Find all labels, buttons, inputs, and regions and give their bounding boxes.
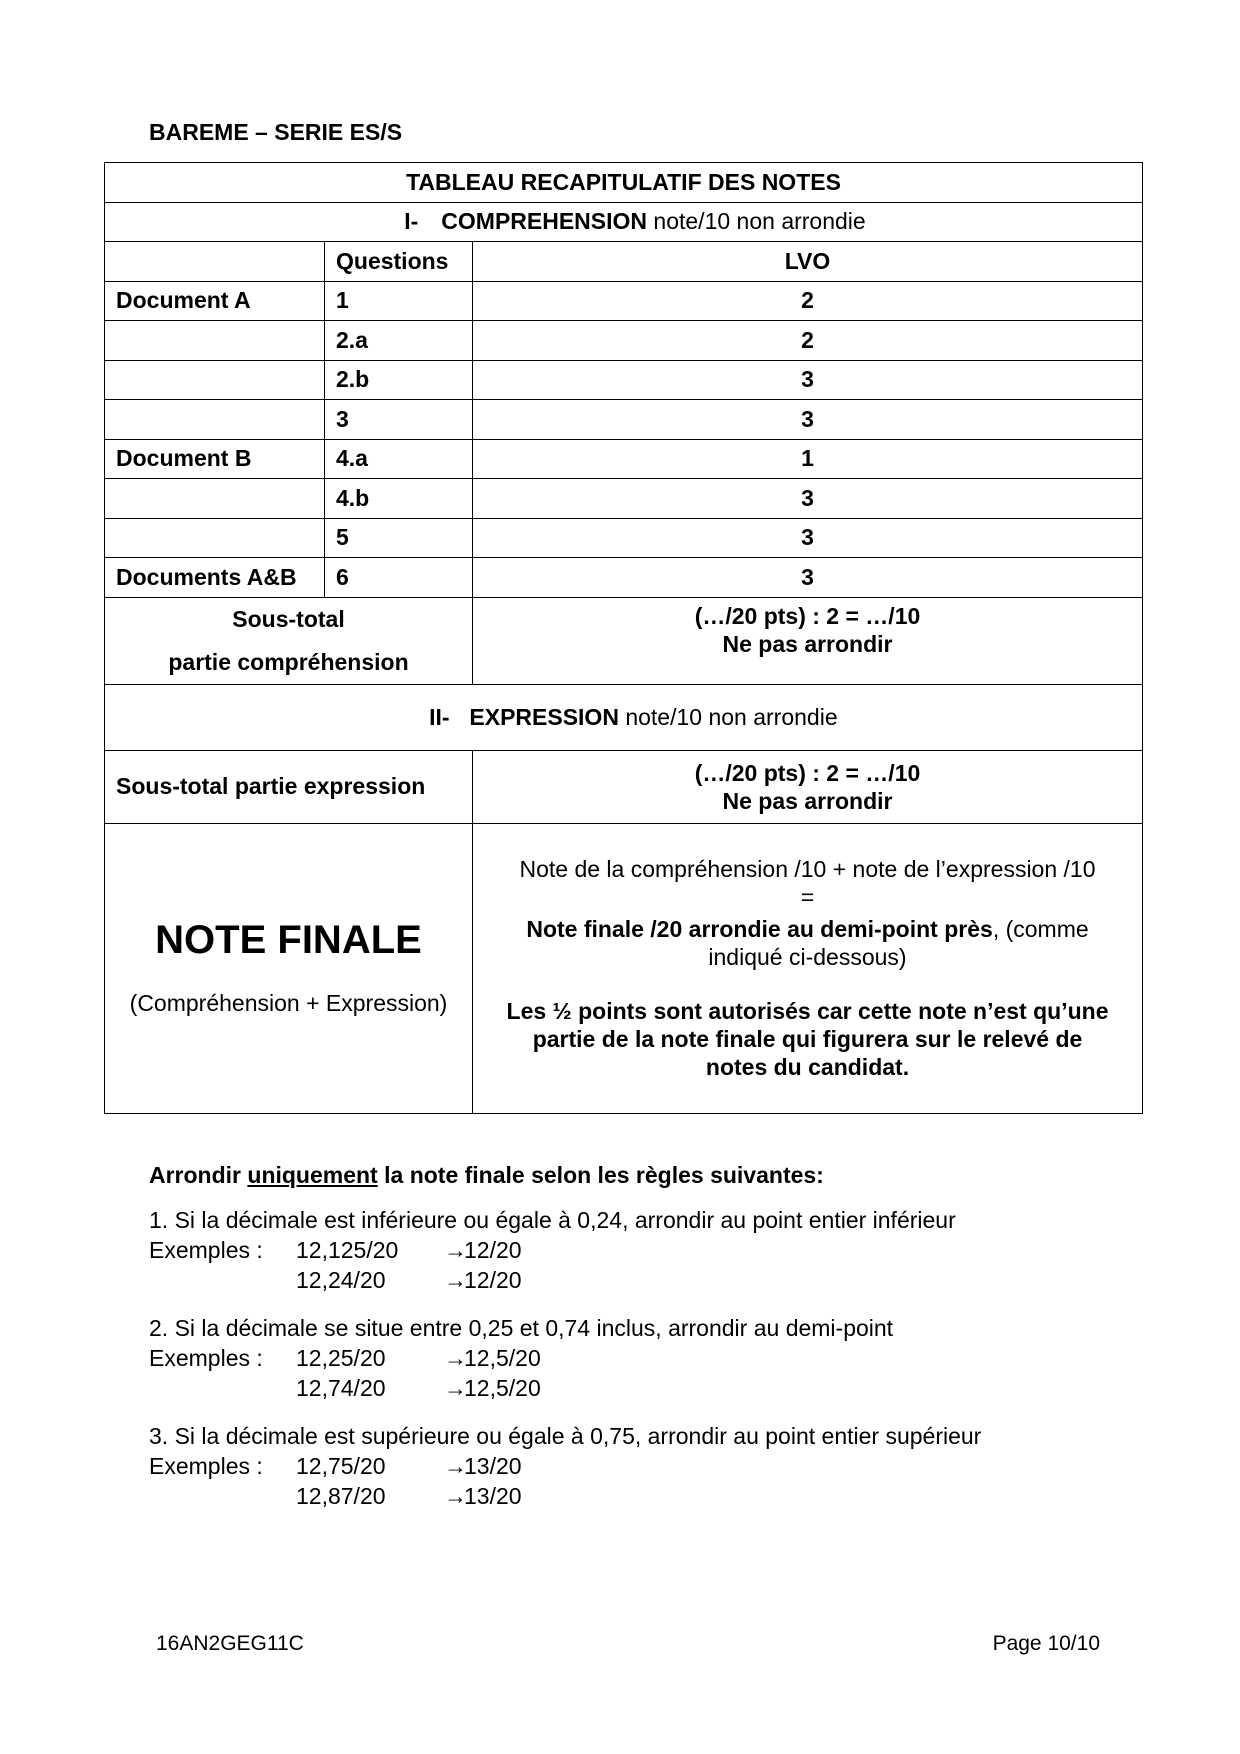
final-result-bold: Note finale /20 arrondie au demi-point près [526,916,993,942]
table-row [105,321,1143,361]
row-question: 6 [325,558,473,598]
rules-title-start: Arrondir [149,1162,248,1188]
example-from: 12,25/20 [296,1345,386,1371]
column-header-lvo: LVO [473,242,1143,282]
row-document: Document B [105,439,325,479]
example-from: 12,125/20 [296,1237,399,1263]
section-subtitle: note/10 non arrondie [618,703,838,730]
examples-label: Exemples : [149,1345,263,1371]
final-equals: = [800,884,815,910]
rule-text: 2. Si la décimale se situe entre 0,25 et 0,74 inclus, arrondir au demi-point [149,1315,894,1341]
row-lvo-points: 3 [473,400,1143,440]
example-row [149,1265,981,1295]
subtotal-formula: (…/20 pts) : 2 = …/10 [694,602,921,629]
row-document: Documents A&B [105,558,325,598]
row-question: 1 [325,281,473,321]
final-grade-subtitle: (Compréhension + Expression) [129,989,448,1016]
table-row [105,400,1143,440]
rule-text: 3. Si la décimale est supérieure ou égale à 0,75, arrondir au point entier supérieur [149,1423,982,1449]
row-lvo-points: 3 [473,558,1143,598]
final-grade-title: NOTE FINALE [155,917,422,962]
column-header-questions: Questions [325,242,473,282]
section-title: COMPREHENSION [441,208,648,235]
arrow-icon: → [444,1453,467,1479]
section-number: II- [429,703,450,730]
example-row [149,1373,981,1403]
arrow-icon: → [444,1345,467,1371]
rule-text: 1. Si la décimale est inférieure ou égale à 0,24, arrondir au point entier inférieur [149,1207,956,1233]
section-subtitle: note/10 non arrondie [647,208,866,235]
final-formula: Note de la compréhension /10 + note de l’expression /10 [519,856,1096,882]
section-comprehension [105,202,1143,242]
subtotal-expression-label: Sous-total partie expression [105,750,473,823]
rules-title-underlined: uniquement [247,1162,378,1188]
table-row [105,281,1143,321]
section-expression [105,684,1143,750]
table-row [105,558,1143,598]
subtotal-instruction: Ne pas arrondir [722,630,893,657]
section-number: I- [404,208,419,235]
recap-table [104,162,1143,1114]
rule-item [149,1205,981,1295]
rounding-rules [149,1160,981,1529]
row-lvo-points: 2 [473,321,1143,361]
page-number: Page 10/10 [992,1632,1100,1655]
example-from: 12,87/20 [296,1483,386,1509]
row-lvo-points: 2 [473,281,1143,321]
arrow-icon: → [444,1483,467,1509]
table-row [105,360,1143,400]
page-heading: BAREME – SERIE ES/S [149,119,403,145]
rule-item [149,1421,981,1511]
example-to: 12/20 [464,1237,522,1263]
example-row [149,1343,981,1373]
subtotal-comprehension-label [105,597,473,684]
table-row [105,439,1143,479]
final-result-rest: , (comme indiqué ci-dessous) [708,916,1089,970]
example-from: 12,24/20 [296,1267,386,1293]
row-document [105,518,325,558]
rules-title-end: la note finale selon les règles suivantes: [377,1162,824,1188]
example-row [149,1481,981,1511]
row-question: 3 [325,400,473,440]
subtotal-instruction: Ne pas arrondir [722,787,893,814]
row-lvo-points: 1 [473,439,1143,479]
row-question: 5 [325,518,473,558]
row-question: 4.a [325,439,473,479]
table-row [105,518,1143,558]
rule-item [149,1313,981,1403]
subtotal-comprehension-value [473,597,1143,684]
example-to: 13/20 [464,1483,522,1509]
example-to: 13/20 [464,1453,522,1479]
arrow-icon: → [444,1237,467,1263]
arrow-icon: → [444,1267,467,1293]
final-grade-label [105,823,473,1113]
subtotal-expression-value [473,750,1143,823]
arrow-icon: → [444,1375,467,1401]
final-grade-description [473,823,1143,1113]
rules-title [149,1160,981,1190]
example-row [149,1235,981,1265]
subtotal-formula: (…/20 pts) : 2 = …/10 [694,759,921,786]
example-from: 12,74/20 [296,1375,386,1401]
subtotal-label-line2: partie compréhension [168,649,409,675]
example-to: 12,5/20 [464,1375,541,1401]
row-document [105,321,325,361]
row-question: 2.b [325,360,473,400]
row-lvo-points: 3 [473,518,1143,558]
example-from: 12,75/20 [296,1453,386,1479]
row-document [105,479,325,519]
subtotal-label-line1: Sous-total [232,606,345,632]
row-document [105,360,325,400]
final-result [487,915,1128,971]
document-code: 16AN2GEG11C [156,1632,304,1655]
example-to: 12,5/20 [464,1345,541,1371]
header-empty [105,242,325,282]
example-row [149,1451,981,1481]
section-title: EXPRESSION [469,703,619,730]
table-row [105,479,1143,519]
table-title: TABLEAU RECAPITULATIF DES NOTES [105,163,1143,203]
row-document [105,400,325,440]
row-question: 2.a [325,321,473,361]
row-lvo-points: 3 [473,479,1143,519]
final-note: Les ½ points sont autorisés car cette note n’est qu’une partie de la note finale qui figurera sur le relevé de notes du candidat. [506,998,1109,1080]
examples-label: Exemples : [149,1453,263,1479]
example-to: 12/20 [464,1267,522,1293]
row-question: 4.b [325,479,473,519]
row-document: Document A [105,281,325,321]
examples-label: Exemples : [149,1237,263,1263]
row-lvo-points: 3 [473,360,1143,400]
